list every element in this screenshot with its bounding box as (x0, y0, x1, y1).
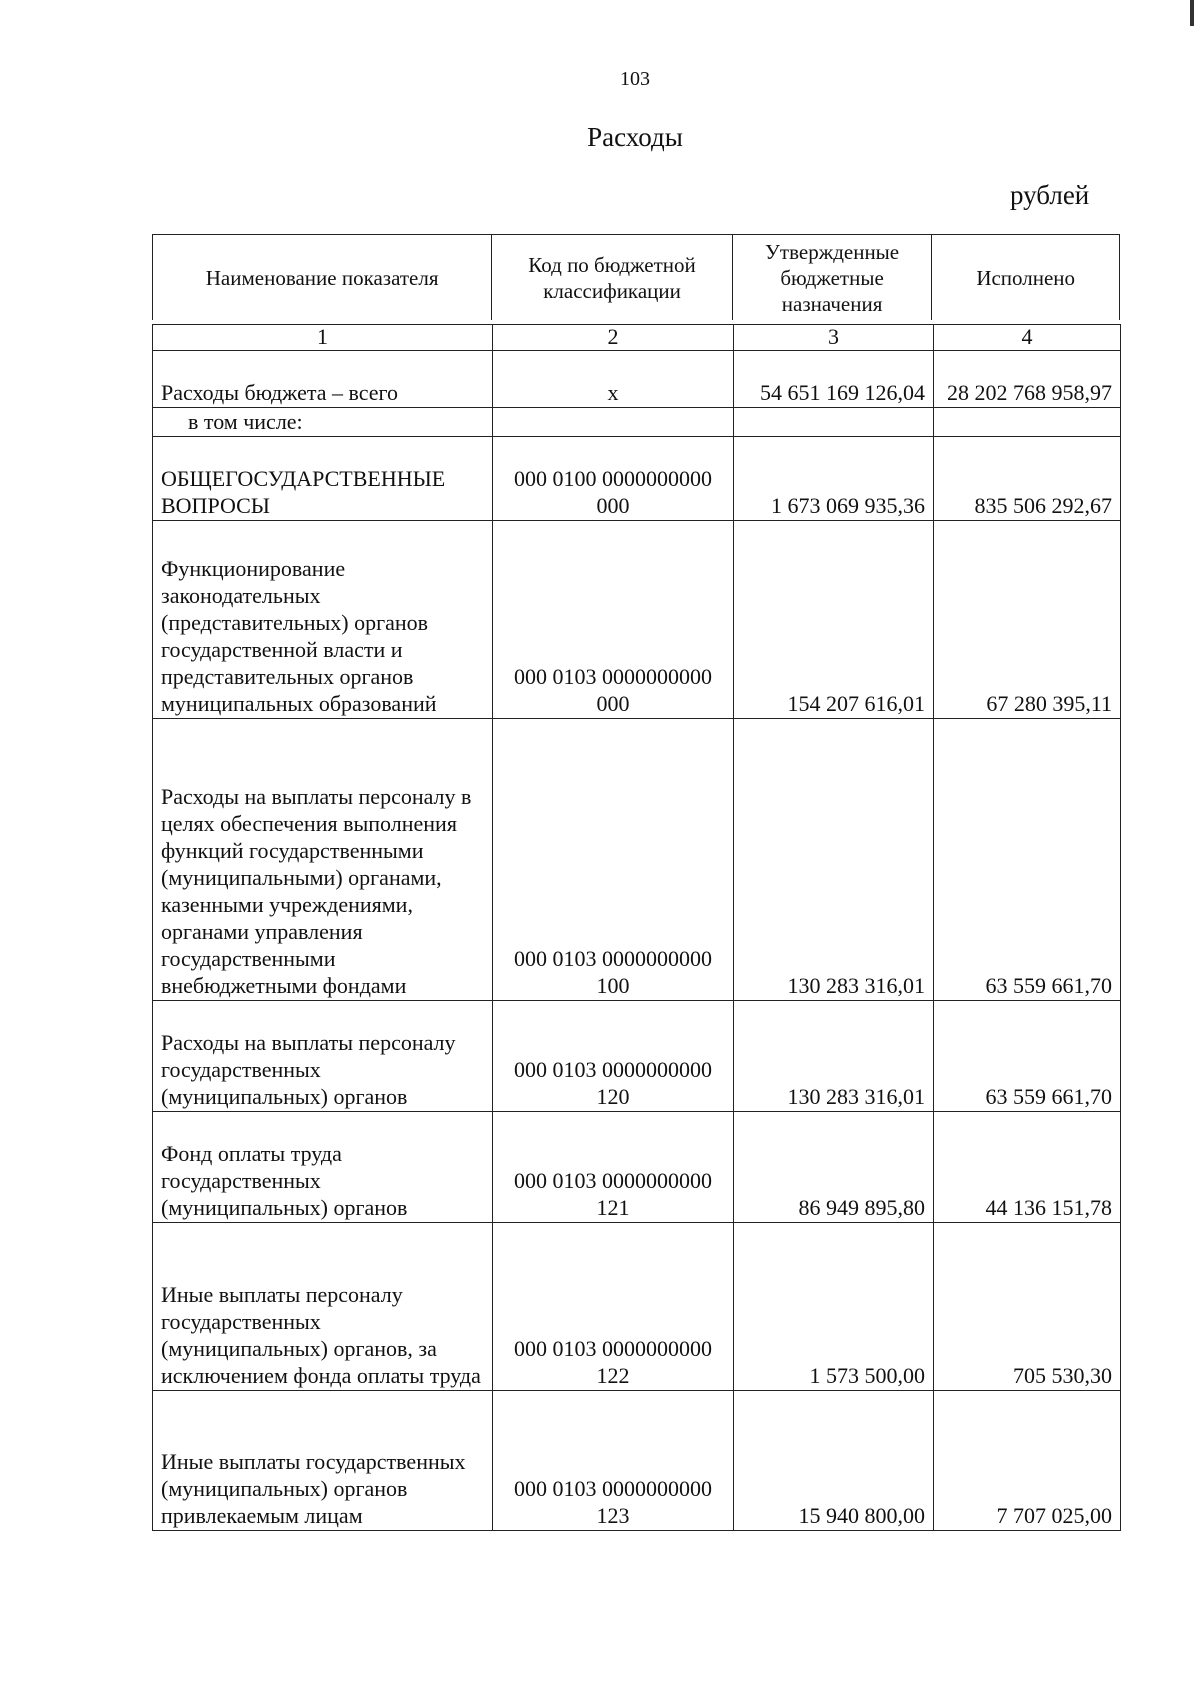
row-name: Иные выплаты персоналу государственных (муниципальных) органов, за исключением фонда оплаты труда (153, 1223, 493, 1391)
row-code: 000 0103 0000000000 120 (493, 1001, 734, 1112)
table-row (153, 437, 1121, 521)
row-name: Функционирование законодательных (представительных) органов государственной власти и представительных органов муниципальных образований (153, 521, 493, 719)
column-number: 4 (934, 325, 1121, 351)
row-code (493, 408, 734, 437)
row-approved: 54 651 169 126,04 (734, 351, 934, 408)
table-row (153, 1112, 1121, 1223)
row-executed (934, 408, 1121, 437)
row-executed: 28 202 768 958,97 (934, 351, 1121, 408)
table-row (153, 351, 1121, 408)
row-approved (734, 408, 934, 437)
row-executed: 63 559 661,70 (934, 1001, 1121, 1112)
row-code: 000 0103 0000000000 000 (493, 521, 734, 719)
row-code: 000 0103 0000000000 123 (493, 1391, 734, 1531)
row-code: 000 0103 0000000000 100 (493, 719, 734, 1001)
scan-edge-mark (1190, 0, 1194, 26)
table-row (153, 1001, 1121, 1112)
row-approved: 1 573 500,00 (734, 1223, 934, 1391)
column-number: 2 (493, 325, 734, 351)
row-name: в том числе: (153, 408, 493, 437)
table-row (153, 521, 1121, 719)
header-executed: Исполнено (976, 265, 1076, 290)
header-code: Код по бюджетной классификации (492, 235, 733, 320)
row-approved: 15 940 800,00 (734, 1391, 934, 1531)
row-executed: 63 559 661,70 (934, 719, 1121, 1001)
table-row (153, 408, 1121, 437)
row-name: Расходы бюджета – всего (153, 351, 493, 408)
table-row (153, 1391, 1121, 1531)
row-name: Расходы на выплаты персоналу государственных (муниципальных) органов (153, 1001, 493, 1112)
row-approved: 154 207 616,01 (734, 521, 934, 719)
row-code: х (493, 351, 734, 408)
row-approved: 1 673 069 935,36 (734, 437, 934, 521)
header-name: Наименование показателя (153, 235, 492, 320)
table-header (152, 234, 1120, 320)
row-executed: 705 530,30 (934, 1223, 1121, 1391)
row-executed: 7 707 025,00 (934, 1391, 1121, 1531)
row-name: Расходы на выплаты персоналу в целях обеспечения выполнения функций государственными (муниципальными) органами, казенными учреждениями, органами управления государственными внебюджетными фондами (153, 719, 493, 1001)
unit-label: рублей (1010, 180, 1090, 210)
row-approved: 86 949 895,80 (734, 1112, 934, 1223)
row-approved: 130 283 316,01 (734, 1001, 934, 1112)
column-number: 1 (153, 325, 493, 351)
row-code: 000 0103 0000000000 122 (493, 1223, 734, 1391)
row-executed: 44 136 151,78 (934, 1112, 1121, 1223)
row-name: Иные выплаты государственных (муниципальных) органов привлекаемым лицам (153, 1391, 493, 1531)
page-number: 103 (620, 68, 650, 90)
row-executed: 835 506 292,67 (934, 437, 1121, 521)
row-name: Фонд оплаты труда государственных (муниципальных) органов (153, 1112, 493, 1223)
table-row (153, 719, 1121, 1001)
column-number: 3 (734, 325, 934, 351)
column-number-row (153, 325, 1121, 351)
row-name: ОБЩЕГОСУДАРСТВЕННЫЕ ВОПРОСЫ (153, 437, 493, 521)
row-approved: 130 283 316,01 (734, 719, 934, 1001)
row-code: 000 0100 0000000000 000 (493, 437, 734, 521)
table-row (153, 1223, 1121, 1391)
section-title: Расходы (587, 122, 683, 152)
row-code: 000 0103 0000000000 121 (493, 1112, 734, 1223)
expenses-table (152, 324, 1121, 1531)
header-approved: Утвержденные бюджетные назначения (733, 235, 933, 320)
row-executed: 67 280 395,11 (934, 521, 1121, 719)
